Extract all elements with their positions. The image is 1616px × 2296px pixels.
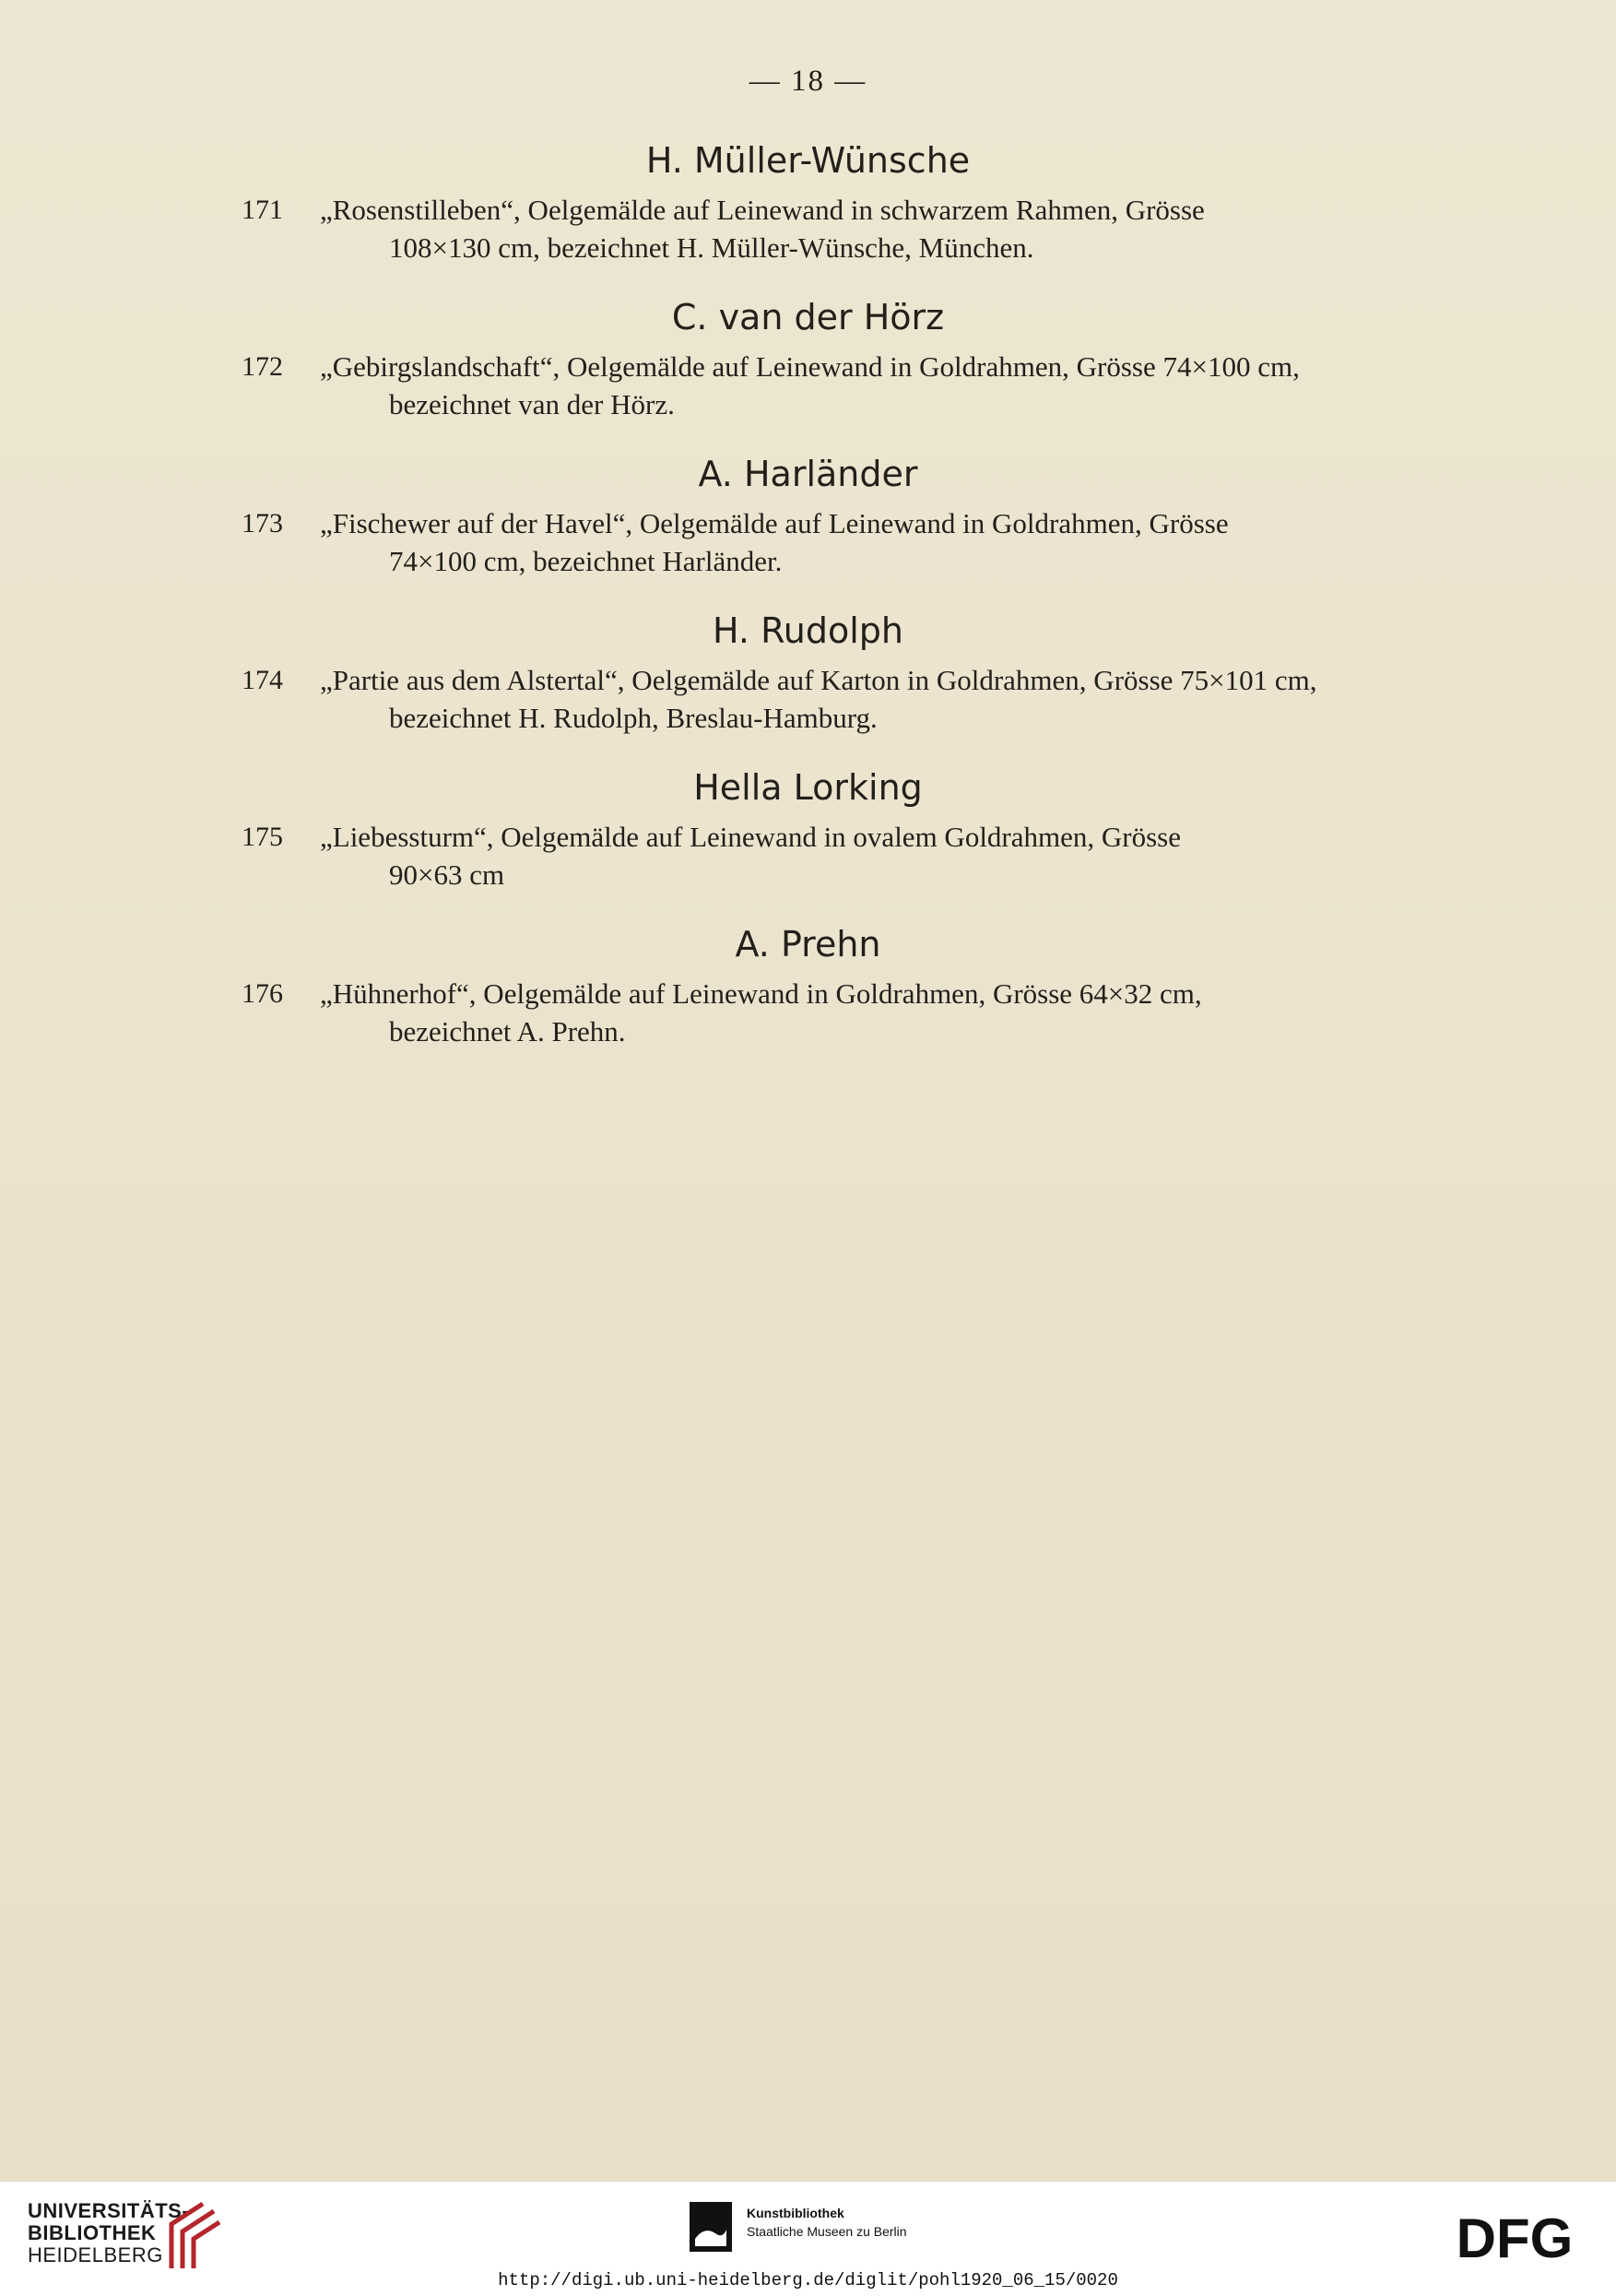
description-line: bezeichnet A. Prehn. [389, 1015, 626, 1047]
library-name-line: BIBLIOTHEK [28, 2221, 157, 2244]
artist-heading: C. van der Hörz [671, 297, 945, 337]
catalog-entry [0, 761, 1616, 894]
entry-number: 171 [242, 195, 283, 225]
catalog-entry [0, 134, 1616, 266]
entry-description [320, 504, 1398, 580]
kunstbibliothek-subtitle: Staatliche Museen zu Berlin [747, 2224, 907, 2239]
library-name-line: HEIDELBERG [28, 2243, 163, 2266]
entry-description [320, 661, 1398, 737]
description-line: bezeichnet H. Rudolph, Breslau-Hamburg. [389, 702, 878, 734]
description-line: „Partie aus dem Alstertal“, Oelgemälde auf Karton in Goldrahmen, Grösse 75×101 cm, [320, 664, 1317, 696]
entry-description [320, 818, 1398, 894]
dfg-logo-icon[interactable] [1436, 2209, 1593, 2265]
entry-description [320, 191, 1398, 266]
page-number: — 18 — [749, 65, 867, 98]
entry-number: 176 [242, 978, 283, 1009]
catalog-entry [0, 917, 1616, 1050]
viewer-footer [0, 2181, 1616, 2296]
entry-number: 175 [242, 822, 283, 852]
entry-number: 174 [242, 665, 283, 695]
kunstbibliothek-name: Kunstbibliothek [747, 2206, 844, 2220]
artist-heading: A. Prehn [735, 924, 881, 965]
description-line: 90×63 cm [389, 858, 505, 891]
entry-description [320, 975, 1398, 1050]
artist-heading: Hella Lorking [693, 767, 923, 808]
catalog-entry [0, 290, 1616, 423]
dfg-logo-text: DFG [1456, 2209, 1574, 2265]
description-line: „Gebirgslandschaft“, Oelgemälde auf Leinewand in Goldrahmen, Grösse 74×100 cm, [320, 350, 1300, 383]
description-line: „Liebessturm“, Oelgemälde auf Leinewand in ovalem Goldrahmen, Grösse [320, 821, 1181, 853]
description-line: bezeichnet van der Hörz. [389, 388, 675, 420]
artist-heading: H. Müller-Wünsche [645, 140, 971, 181]
description-line: 74×100 cm, bezeichnet Harländer. [389, 545, 783, 577]
catalog-entry [0, 604, 1616, 737]
page-url[interactable]: http://digi.ub.uni-heidelberg.de/diglit/pohl1920_06_15/0020 [498, 2270, 1118, 2290]
catalog-entry [0, 447, 1616, 580]
artist-heading: A. Harländer [698, 454, 918, 494]
artist-heading: H. Rudolph [713, 610, 903, 651]
description-line: „Rosenstilleben“, Oelgemälde auf Leinewand in schwarzem Rahmen, Grösse [320, 194, 1205, 226]
catalog-entries [0, 134, 1616, 1074]
entry-number: 173 [242, 508, 283, 538]
description-line: 108×130 cm, bezeichnet H. Müller-Wünsche, München. [389, 231, 1034, 264]
description-line: „Hühnerhof“, Oelgemälde auf Leinewand in Goldrahmen, Grösse 64×32 cm, [320, 977, 1202, 1010]
description-line: „Fischewer auf der Havel“, Oelgemälde auf Leinewand in Goldrahmen, Grösse [320, 507, 1229, 539]
library-name-line: UNIVERSITÄTS- [28, 2199, 190, 2222]
kunstbibliothek-logo-icon [690, 2202, 732, 2252]
entry-number: 172 [242, 351, 283, 382]
entry-description [320, 348, 1398, 423]
heidelberg-library-logo-icon [159, 2196, 223, 2274]
